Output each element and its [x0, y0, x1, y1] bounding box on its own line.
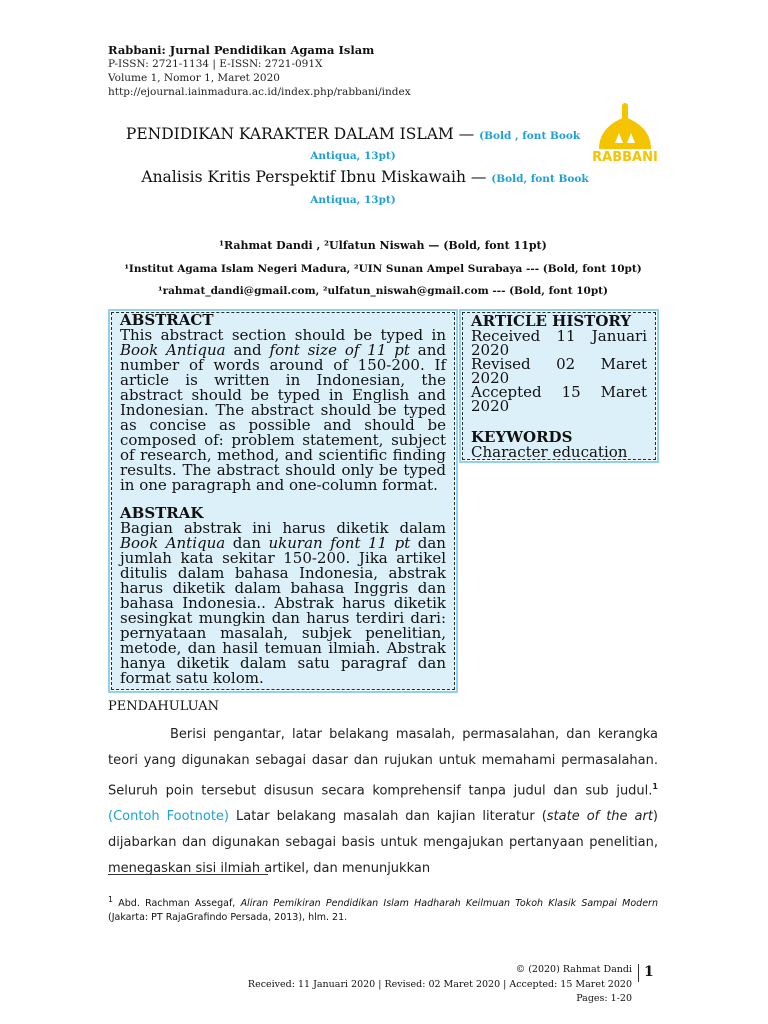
footnote: $^1$ Abd. Rachman Assegaf, Aliran Pemikiran Pendidikan Islam Hadharah Keilmuan Tokoh Klasik Sampai Modern (Jakarta: PT RajaGrafindo Persada, 2013), hlm. 21. [108, 895, 658, 924]
keywords-text: Character education [471, 443, 628, 460]
subtitle-format-note: (Bold, font Book [491, 173, 589, 185]
footer-dates: Received: 11 Januari 2020 | Revised: 02 Maret 2020 | Accepted: 15 Maret 2020 [247, 979, 632, 990]
author-names: ¹Rahmat Dandi , ²Ulfatun Niswah — (Bold, font 11pt) [219, 239, 547, 252]
article-history-heading: ARTICLE HISTORY [471, 312, 632, 330]
svg-text:RABBANI: RABBANI [592, 150, 658, 165]
journal-name: Rabbani: Jurnal Pendidikan Agama Islam [108, 43, 375, 57]
author-emails: ¹rahmat_dandi@gmail.com, ²ulfatun_niswah@gmail.com --- (Bold, font 10pt) [157, 285, 609, 297]
journal-volume: Volume 1, Nomor 1, Maret 2020 [108, 72, 280, 84]
footer-copyright: © (2020) Rahmat Dandi [515, 964, 632, 975]
article-subtitle: Analisis Kritis Perspektif Ibnu Miskawaih — (Bold, font Book [141, 168, 589, 186]
article-title: PENDIDIKAN KARAKTER DALAM ISLAM — (Bold , font Book [125, 125, 581, 143]
abstrak-heading: ABSTRAK [120, 504, 204, 522]
history-received: Received 11 Januari 2020 [471, 327, 647, 359]
history-revised: Revised 02 Maret 2020 [471, 355, 647, 387]
abstract-text: This abstract section should be typed in Book Antiqua and font size of 11 pt and number of words around of 150-200. If article is written in Indonesian, the abstract should be typed in English and Indonesian. The abstract should be typed as concise as possible and should be composed of: problem statement, subject of research, method, and scientific finding results. The abstract should only be typed in one paragraph and one-column format. [120, 326, 446, 494]
journal-url[interactable]: http://ejournal.iainmadura.ac.id/index.php/rabbani/index [108, 86, 411, 98]
footer-pages: Pages: 1-20 [576, 993, 632, 1004]
intro-paragraph: Berisi pengantar, latar belakang masalah, permasalahan, dan kerangka teori yang digunakan sebagai dasar dan rujukan untuk memahami permasalahan. Seluruh poin tersebut disusun secara komprehensif tanpa judul dan sub judul.$^1$ (Contoh Footnote) Latar belakang masalah dan kajian literatur (state of the art) dijabarkan dan digunakan sebagai basis untuk mengajukan pertanyaan penelitian, menegaskan sisi ilmiah artikel, dan menunjukkan [108, 727, 658, 877]
journal-issn: P-ISSN: 2721-1134 | E-ISSN: 2721-091X [108, 58, 323, 70]
footnote-divider [108, 874, 268, 875]
abstract-box [111, 312, 455, 690]
abstract-heading: ABSTRACT [120, 312, 214, 329]
article-history-box [462, 312, 656, 460]
keywords-heading: KEYWORDS [471, 428, 573, 446]
section-heading: PENDAHULUAN [108, 699, 219, 714]
footnote-example: (Contoh Footnote) [108, 809, 229, 825]
abstrak-text: Bagian abstrak ini harus diketik dalam Book Antiqua dan ukuran font 11 pt dan jumlah kata sekitar 150-200. Jika artikel ditulis dalam bahasa Indonesia, abstrak harus diketik dalam bahasa Inggris dan bahasa Indonesia.. Abstrak harus diketik sesingkat mungkin dan harus terdiri dari: pernyataan masalah, subjek penelitian, metode, dan hasil temuan ilmiah. Abstrak hanya diketik dalam satu paragraf dan format satu kolom. [120, 519, 446, 687]
page-number: 1 [644, 964, 654, 980]
history-accepted: Accepted 15 Maret 2020 [471, 383, 647, 415]
author-affiliations: ¹Institut Agama Islam Negeri Madura, ²UIN Sunan Ampel Surabaya --- (Bold, font 10pt) [124, 263, 642, 275]
footer-divider [638, 964, 639, 982]
title-format-note: (Bold , font Book [479, 130, 581, 142]
